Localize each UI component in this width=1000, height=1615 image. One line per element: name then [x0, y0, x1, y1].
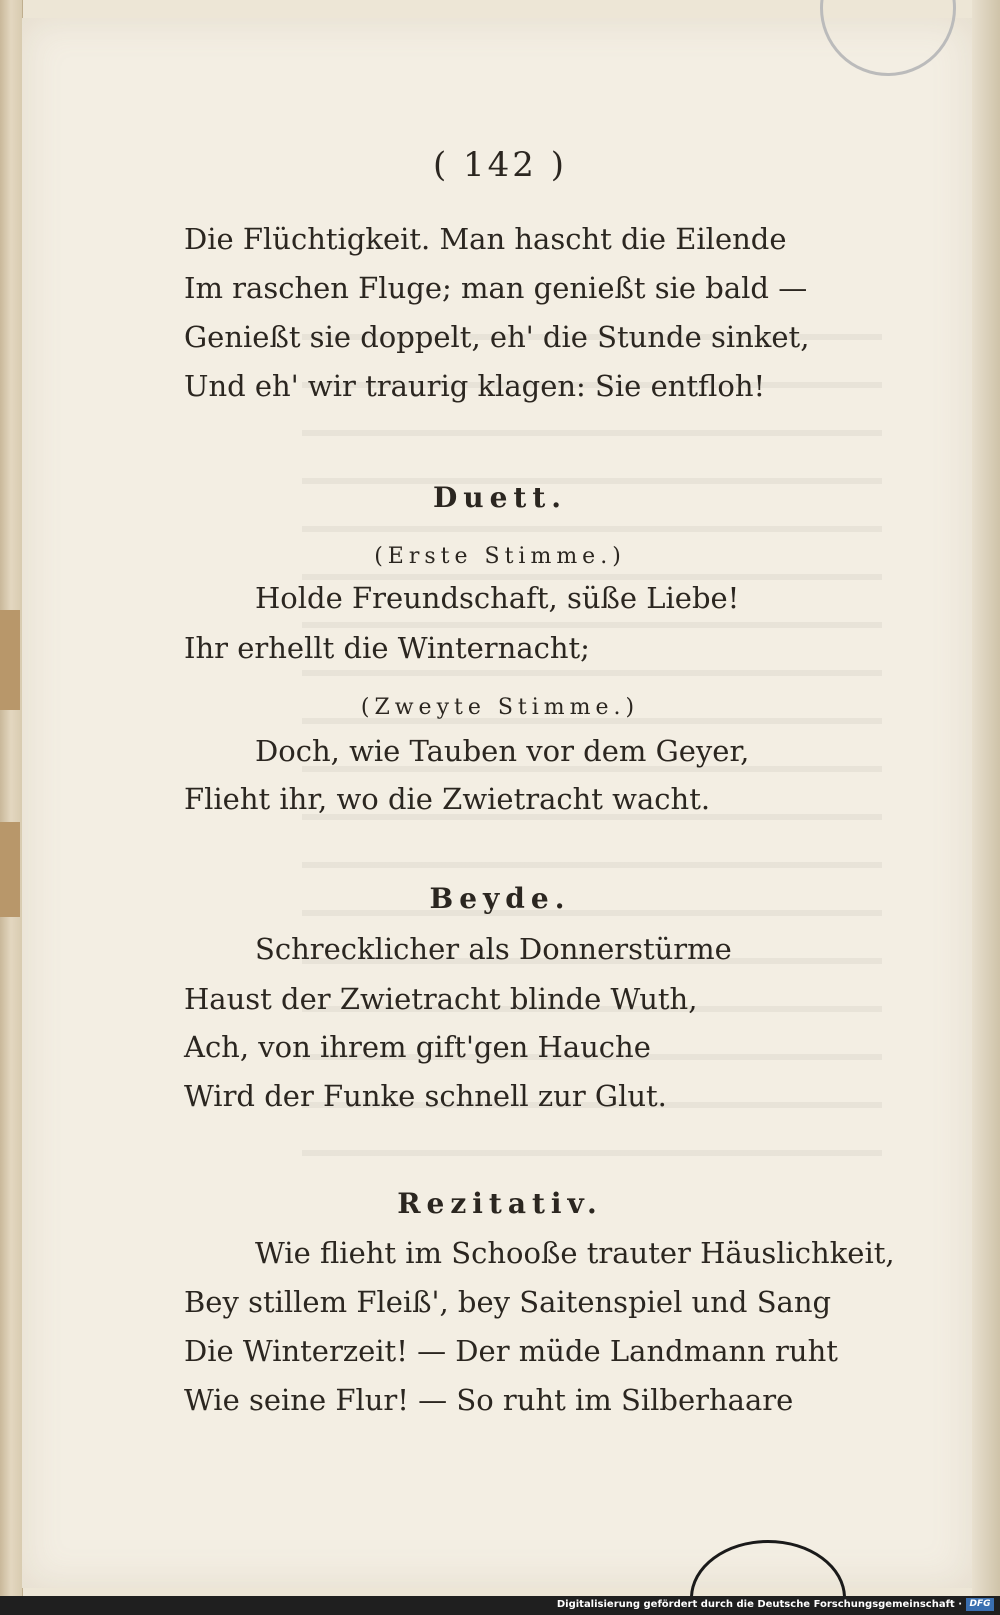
text-line: Die Winterzeit! — Der müde Landmann ruht: [184, 1334, 838, 1368]
dfg-logo: DFG: [966, 1598, 994, 1611]
page-number: ( 142 ): [432, 145, 568, 185]
stage-direction: (Zweyte Stimme.): [360, 695, 640, 720]
binding-tab: [0, 610, 20, 710]
page-stack-right-edge: [972, 0, 1000, 1596]
page-stack-left-edge: [0, 0, 23, 1596]
text-line: Bey stillem Fleiß', bey Saitenspiel und Sang: [184, 1285, 832, 1319]
stage-direction: (Erste Stimme.): [374, 544, 626, 569]
footer-bar: [0, 1596, 1000, 1615]
funding-credit: Digitalisierung gefördert durch die Deutsche Forschungsgemeinschaft ·: [556, 1599, 962, 1610]
text-line: Doch, wie Tauben vor dem Geyer,: [255, 734, 750, 768]
section-heading-beyde: Beyde.: [429, 882, 571, 915]
text-line: Haust der Zwietracht blinde Wuth,: [184, 982, 698, 1016]
text-line: Im raschen Fluge; man genießt sie bald —: [184, 271, 808, 305]
text-line: Wie flieht im Schooße trauter Häuslichkeit,: [255, 1236, 895, 1270]
text-line: Schrecklicher als Donnerstürme: [255, 932, 732, 966]
text-line: Die Flüchtigkeit. Man hascht die Eilende: [184, 222, 787, 256]
text-line: Ihr erhellt die Winternacht;: [184, 631, 590, 665]
text-line: Wird der Funke schnell zur Glut.: [184, 1079, 667, 1113]
section-heading-rezitativ: Rezitativ.: [397, 1187, 603, 1220]
text-line: Holde Freundschaft, süße Liebe!: [255, 581, 740, 615]
text-line: Und eh' wir traurig klagen: Sie entfloh!: [184, 369, 766, 403]
text-line: Genießt sie doppelt, eh' die Stunde sinket,: [184, 320, 810, 354]
text-line: Ach, von ihrem gift'gen Hauche: [184, 1030, 651, 1064]
text-line: Wie seine Flur! — So ruht im Silberhaare: [184, 1383, 794, 1417]
text-line: Flieht ihr, wo die Zwietracht wacht.: [184, 782, 711, 816]
section-heading-duett: Duett.: [432, 481, 568, 514]
